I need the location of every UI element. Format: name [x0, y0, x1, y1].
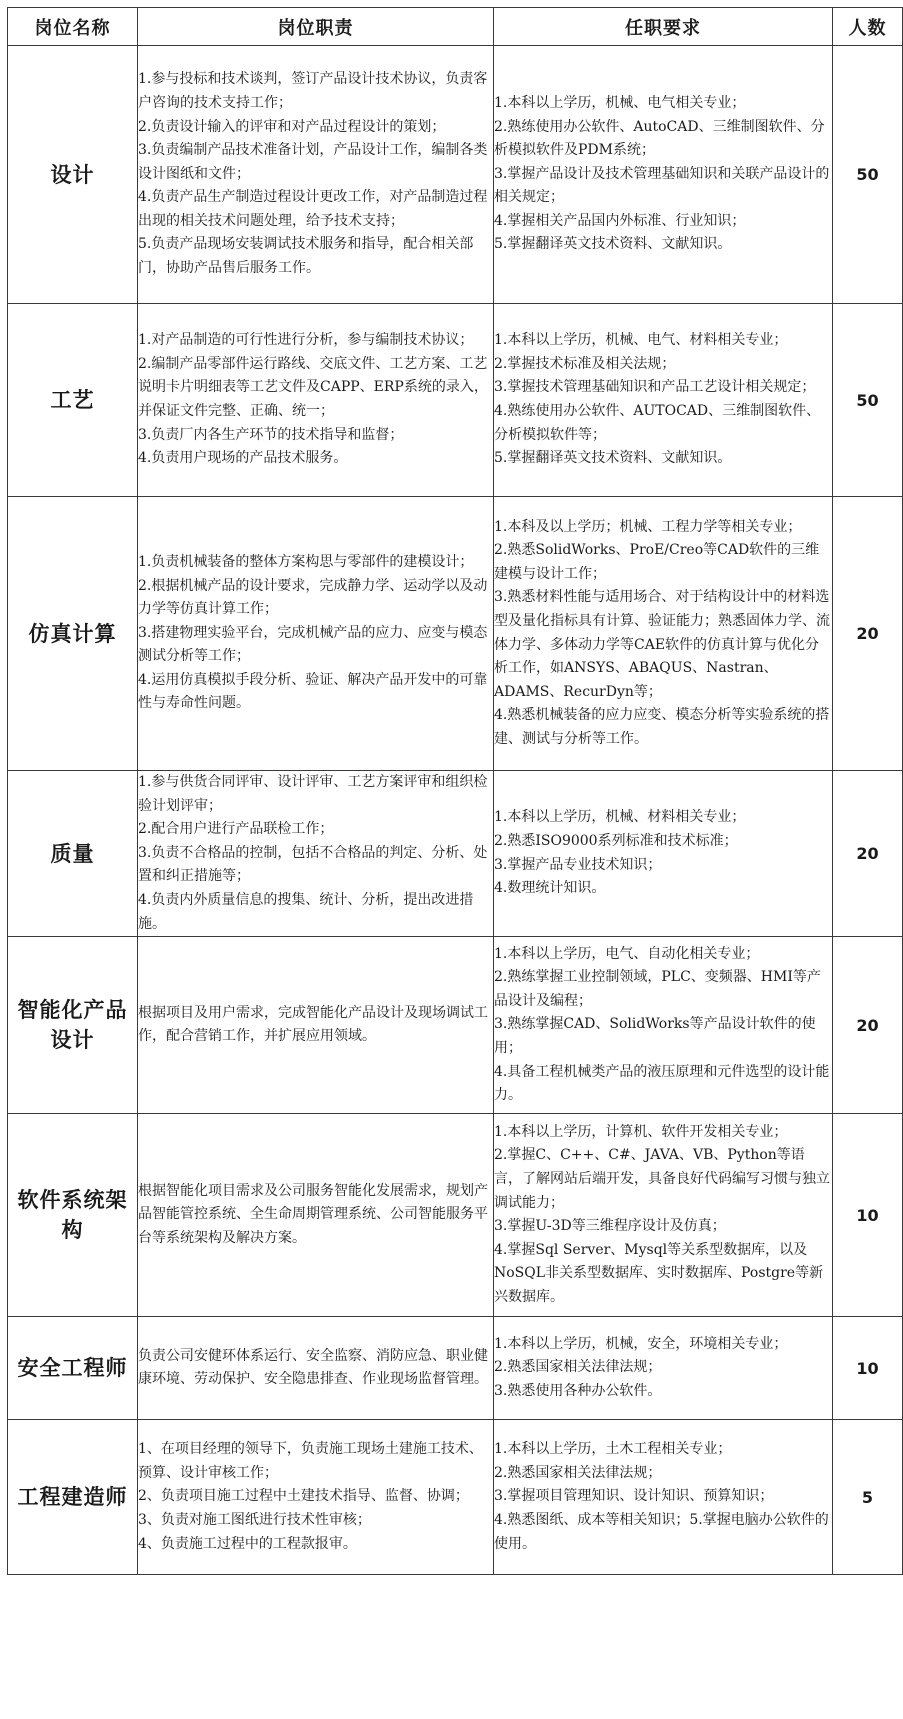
- duty-item: 2.负责设计输入的评审和对产品过程设计的策划；: [138, 118, 446, 135]
- requirement-item: 1.本科以上学历，机械、电气、材料相关专业；: [494, 332, 788, 349]
- table-row: [8, 937, 903, 1114]
- requirement-item: 2.掌握技术标准及相关法规；: [494, 355, 676, 372]
- requirements-cell: [494, 497, 833, 771]
- requirement-item: 3.掌握技术管理基础知识和产品工艺设计相关规定；: [494, 379, 816, 396]
- duty-item: 2、负责项目施工过程中土建技术指导、监督、协调；: [138, 1488, 469, 1505]
- requirement-item: 5.掌握翻译英文技术资料、文献知识。: [494, 236, 732, 253]
- duties-cell: [138, 46, 494, 304]
- requirement-item: 2.熟悉ISO9000系列标准和技术标准；: [494, 832, 738, 849]
- duty-item: 根据项目及用户需求，完成智能化产品设计及现场调试工作，配合营销工作，并扩展应用领域。: [138, 1004, 488, 1045]
- requirement-item: 4.熟悉机械装备的应力应变、模态分析等实验系统的搭建、测试与分析等工作。: [494, 707, 830, 747]
- requirement-item: 3.掌握项目管理知识、设计知识、预算知识；: [494, 1488, 774, 1505]
- position-name: 质量: [8, 771, 138, 937]
- duty-item: 3.搭建物理实验平台，完成机械产品的应力、应变与模态测试分析等工作；: [138, 624, 488, 665]
- duties-cell: [138, 771, 494, 937]
- requirement-item: 3.熟悉使用各种办公软件。: [494, 1382, 662, 1399]
- duty-item: 1.参与投标和技术谈判，签订产品设计技术协议，负责客户咨询的技术支持工作；: [138, 71, 488, 111]
- duty-item: 1.参与供货合同评审、设计评审、工艺方案评审和组织检验计划评审；: [138, 774, 488, 814]
- requirement-item: 3.熟悉材料性能与适用场合、对于结构设计中的材料选型及量化指标具有计算、验证能力；熟悉固体力学、流体力学、多体动力学等CAE软件的仿真计算与优化分析工作，如ANSYS、ABAQUS、Nastran、ADAMS、RecurDyn等；: [494, 589, 830, 700]
- table-row: [8, 1420, 903, 1575]
- duty-item: 3.负责编制产品技术准备计划，产品设计工作，编制各类设计图纸和文件；: [138, 142, 488, 182]
- requirements-cell: [494, 304, 833, 497]
- requirements-cell: [494, 1317, 833, 1420]
- table-row: [8, 1317, 903, 1420]
- requirement-item: 2.掌握C、C++、C#、JAVA、VB、Python等语言，了解网站后端开发，具备良好代码编写习惯与独立调试能力；: [494, 1147, 830, 1211]
- headcount: 20: [833, 937, 903, 1114]
- requirement-item: 1.本科以上学历，计算机、软件开发相关专业；: [494, 1123, 788, 1140]
- headcount: 10: [833, 1317, 903, 1420]
- requirement-item: 1.本科以上学历，机械、电气相关专业；: [494, 94, 746, 111]
- duties-cell: [138, 497, 494, 771]
- requirement-item: 4.掌握Sql Server、Mysql等关系型数据库，以及NoSQL非关系型数据库、实时数据库、Postgre等新兴数据库。: [494, 1241, 824, 1305]
- requirements-cell: [494, 1114, 833, 1317]
- requirement-item: 4.掌握相关产品国内外标准、行业知识；: [494, 212, 746, 229]
- duty-item: 1.对产品制造的可行性进行分析，参与编制技术协议；: [138, 332, 474, 349]
- headcount: 20: [833, 771, 903, 937]
- headcount: 50: [833, 304, 903, 497]
- requirement-item: 2.熟练使用办公软件、AutoCAD、三维制图软件、分析模拟软件及PDM系统；: [494, 118, 825, 159]
- requirement-item: 2.熟悉国家相关法律法规；: [494, 1464, 662, 1481]
- headcount: 20: [833, 497, 903, 771]
- position-name: 仿真计算: [8, 497, 138, 771]
- duty-item: 1.负责机械装备的整体方案构思与零部件的建模设计；: [138, 553, 474, 570]
- duty-item: 负责公司安健环体系运行、安全监察、消防应急、职业健康环境、劳动保护、安全隐患排查、作业现场监督管理。: [138, 1347, 488, 1388]
- duties-cell: [138, 1420, 494, 1575]
- requirement-item: 3.熟练掌握CAD、SolidWorks等产品设计软件的使用；: [494, 1016, 816, 1056]
- duty-item: 4.运用仿真模拟手段分析、验证、解决产品开发中的可靠性与寿命性问题。: [138, 671, 488, 712]
- table-row: [8, 771, 903, 937]
- requirement-item: 4.熟练使用办公软件、AUTOCAD、三维制图软件、分析模拟软件等；: [494, 403, 821, 443]
- requirement-item: 4.具备工程机械类产品的液压原理和元件选型的设计能力。: [494, 1063, 830, 1104]
- table-header-row: [8, 8, 903, 46]
- position-name: 软件系统架构: [8, 1114, 138, 1317]
- duties-cell: [138, 304, 494, 497]
- position-name: 工艺: [8, 304, 138, 497]
- position-name: 智能化产品设计: [8, 937, 138, 1114]
- duty-item: 1、在项目经理的领导下，负责施工现场土建施工技术、预算、设计审核工作；: [138, 1441, 483, 1481]
- requirements-cell: [494, 937, 833, 1114]
- duties-cell: [138, 1317, 494, 1420]
- header-position: 岗位名称: [8, 8, 138, 46]
- requirement-item: 1.本科以上学历，电气、自动化相关专业；: [494, 945, 760, 962]
- requirement-item: 1.本科以上学历，机械，安全，环境相关专业；: [494, 1335, 788, 1352]
- duty-item: 4、负责施工过程中的工程款报审。: [138, 1535, 357, 1552]
- header-count: 人数: [833, 8, 903, 46]
- duty-item: 3、负责对施工图纸进行技术性审核；: [138, 1511, 371, 1528]
- requirement-item: 1.本科以上学历，土木工程相关专业；: [494, 1441, 732, 1458]
- headcount: 5: [833, 1420, 903, 1575]
- position-name: 设计: [8, 46, 138, 304]
- table-row: [8, 497, 903, 771]
- duty-item: 5.负责产品现场安装调试技术服务和指导，配合相关部门，协助产品售后服务工作。: [138, 236, 474, 277]
- requirement-item: 3.掌握产品设计及技术管理基础知识和关联产品设计的相关规定；: [494, 165, 830, 206]
- requirement-item: 3.掌握产品专业技术知识；: [494, 856, 662, 873]
- duty-item: 2.配合用户进行产品联检工作；: [138, 821, 334, 838]
- requirements-cell: [494, 46, 833, 304]
- requirement-item: 2.熟悉SolidWorks、ProE/Creo等CAD软件的三维建模与设计工作；: [494, 542, 820, 582]
- duty-item: 3.负责厂内各生产环节的技术指导和监督；: [138, 426, 404, 443]
- duty-item: 2.根据机械产品的设计要求，完成静力学、运动学以及动力学等仿真计算工作；: [138, 577, 488, 618]
- table-row: [8, 304, 903, 497]
- jobs-table: [7, 7, 903, 1575]
- requirement-item: 5.掌握翻译英文技术资料、文献知识。: [494, 450, 732, 467]
- table-row: [8, 46, 903, 304]
- duty-item: 4.负责内外质量信息的搜集、统计、分析，提出改进措施。: [138, 891, 474, 932]
- duty-item: 4.负责用户现场的产品技术服务。: [138, 450, 348, 467]
- requirement-item: 2.熟练掌握工业控制领域，PLC、变频器、HMI等产品设计及编程；: [494, 969, 821, 1009]
- table-row: [8, 1114, 903, 1317]
- position-name: 安全工程师: [8, 1317, 138, 1420]
- requirement-item: 4.数理统计知识。: [494, 880, 606, 897]
- duties-cell: [138, 1114, 494, 1317]
- requirements-cell: [494, 771, 833, 937]
- duty-item: 2.编制产品零部件运行路线、交底文件、工艺方案、工艺说明卡片明细表等工艺文件及CAPP、ERP系统的录入，并保证文件完整、正确、统一；: [138, 355, 488, 419]
- requirement-item: 1.本科及以上学历；机械、工程力学等相关专业；: [494, 518, 802, 535]
- requirement-item: 3.掌握U-3D等三维程序设计及仿真；: [494, 1218, 726, 1235]
- duty-item: 根据智能化项目需求及公司服务智能化发展需求，规划产品智能管控系统、全生命周期管理系统、公司智能服务平台等系统架构及解决方案。: [138, 1182, 488, 1246]
- requirement-item: 1.本科以上学历，机械、材料相关专业；: [494, 809, 746, 826]
- duties-cell: [138, 937, 494, 1114]
- headcount: 10: [833, 1114, 903, 1317]
- header-requirements: 任职要求: [494, 8, 833, 46]
- duty-item: 4.负责产品生产制造过程设计更改工作，对产品制造过程出现的相关技术问题处理，给予技术支持；: [138, 189, 488, 229]
- duty-item: 3.负责不合格品的控制，包括不合格品的判定、分析、处置和纠正措施等；: [138, 844, 488, 885]
- requirement-item: 2.熟悉国家相关法律法规；: [494, 1359, 662, 1376]
- position-name: 工程建造师: [8, 1420, 138, 1575]
- requirements-cell: [494, 1420, 833, 1575]
- requirement-item: 4.熟悉图纸、成本等相关知识；5.掌握电脑办公软件的使用。: [494, 1511, 829, 1552]
- header-duties: 岗位职责: [138, 8, 494, 46]
- headcount: 50: [833, 46, 903, 304]
